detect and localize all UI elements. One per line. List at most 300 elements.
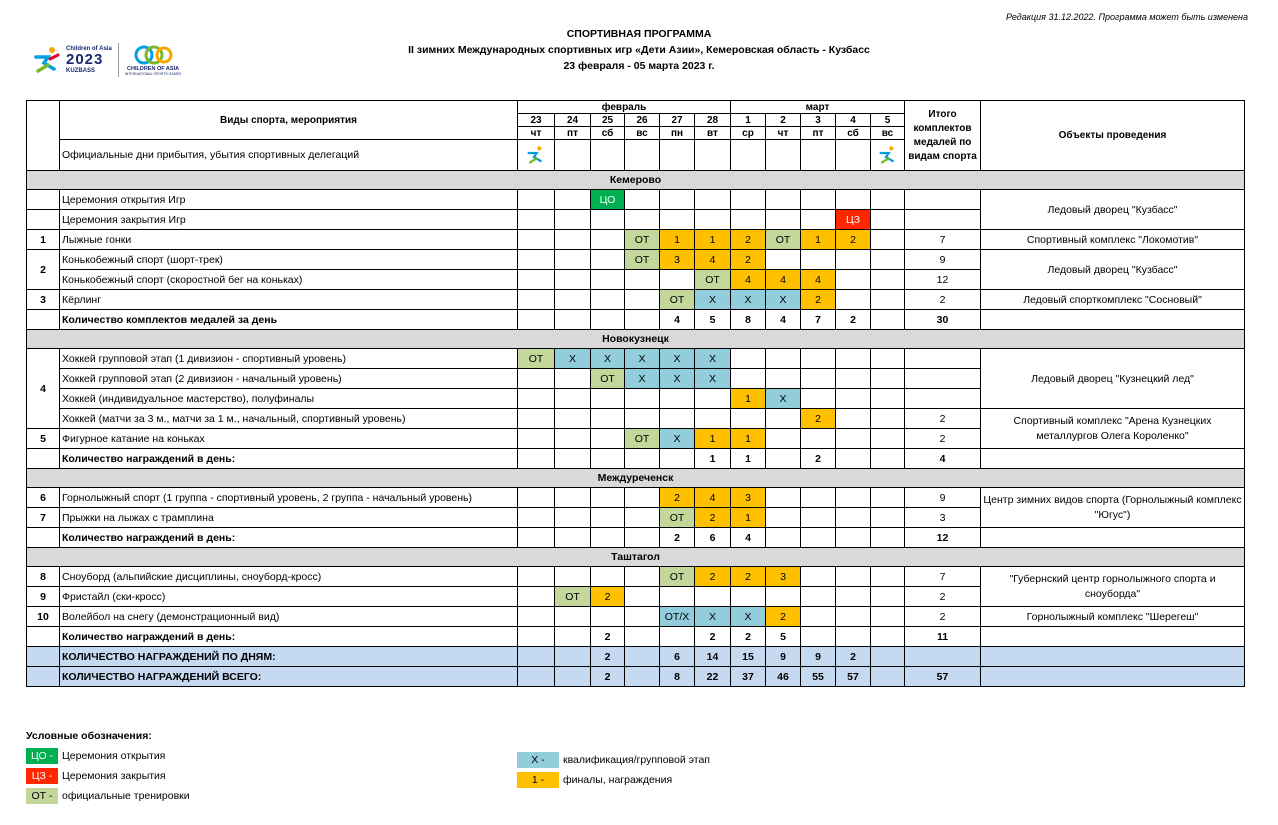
- row-num: 3: [27, 290, 60, 310]
- schedule-cell: 8: [660, 667, 695, 687]
- empty-cell: [801, 190, 836, 210]
- legend: [26, 730, 190, 806]
- schedule-cell: Х: [731, 607, 766, 627]
- row-by-day: КОЛИЧЕСТВО НАГРАЖДЕНИЙ ПО ДНЯМ:: [60, 647, 518, 667]
- empty-cell: [555, 290, 591, 310]
- row-num: 4: [27, 349, 60, 429]
- empty-cell: [871, 389, 905, 409]
- empty-cell: [801, 349, 836, 369]
- empty-cell: [981, 528, 1245, 548]
- section-kemerovo: Кемерово: [27, 171, 1245, 190]
- empty-cell: [981, 647, 1245, 667]
- schedule-cell: 57: [836, 667, 871, 687]
- schedule-cell: 46: [766, 667, 801, 687]
- empty-cell: [591, 488, 625, 508]
- venue-arena: Спортивный комплекс "Арена Кузнецких металлургов Олега Короленко": [981, 409, 1245, 449]
- schedule-cell: 4: [731, 528, 766, 548]
- day-8: 3: [801, 114, 836, 127]
- weekday-8: пт: [801, 127, 836, 140]
- schedule-cell: 7: [801, 310, 836, 330]
- empty-cell: [27, 449, 60, 469]
- schedule-cell: 2: [660, 488, 695, 508]
- title-line-1: СПОРТИВНАЯ ПРОГРАММА: [566, 28, 712, 40]
- empty-cell: [625, 488, 660, 508]
- empty-cell: [695, 389, 731, 409]
- empty-cell: [27, 210, 60, 230]
- total-header: Итого комплектов медалей по видам спорта: [905, 101, 981, 171]
- empty-cell: [766, 508, 801, 528]
- schedule-cell: 3: [731, 488, 766, 508]
- schedule-cell: 1: [731, 429, 766, 449]
- empty-cell: [660, 587, 695, 607]
- empty-cell: [660, 627, 695, 647]
- empty-cell: [625, 389, 660, 409]
- empty-cell: [518, 449, 555, 469]
- empty-cell: [518, 409, 555, 429]
- empty-cell: [871, 528, 905, 548]
- row-nk-total: Количество награждений в день:: [60, 449, 518, 469]
- empty-cell: [731, 210, 766, 230]
- empty-cell: [625, 528, 660, 548]
- schedule-cell: 1: [731, 389, 766, 409]
- schedule-cell: ОТ: [591, 369, 625, 389]
- schedule-cell: 2: [801, 449, 836, 469]
- venue-lokomotiv: Спортивный комплекс "Локомотив": [981, 230, 1245, 250]
- schedule-cell: Х: [660, 369, 695, 389]
- schedule-cell: 2: [731, 250, 766, 270]
- empty-cell: [625, 270, 660, 290]
- schedule-cell: 6: [660, 647, 695, 667]
- empty-cell: [766, 449, 801, 469]
- schedule-cell: 15: [731, 647, 766, 667]
- empty-cell: [555, 409, 591, 429]
- empty-cell: [766, 488, 801, 508]
- empty-cell: [981, 627, 1245, 647]
- empty-cell: [660, 449, 695, 469]
- schedule-cell: 4: [660, 310, 695, 330]
- schedule-cell: 6: [695, 528, 731, 548]
- empty-cell: [836, 389, 871, 409]
- empty-cell: [591, 250, 625, 270]
- weekday-7: чт: [766, 127, 801, 140]
- empty-cell: [766, 528, 801, 548]
- row-ski-race: Лыжные гонки: [60, 230, 518, 250]
- empty-cell: [836, 508, 871, 528]
- empty-cell: [871, 488, 905, 508]
- schedule-cell: 22: [695, 667, 731, 687]
- empty-cell: [766, 349, 801, 369]
- empty-cell: [871, 409, 905, 429]
- schedule-cell: 2: [695, 627, 731, 647]
- row-num: 9: [27, 587, 60, 607]
- schedule-cell: 30: [905, 310, 981, 330]
- empty-cell: [905, 369, 981, 389]
- row-jumping: Прыжки на лыжах с трамплина: [60, 508, 518, 528]
- schedule-cell: 2: [905, 409, 981, 429]
- empty-cell: [555, 567, 591, 587]
- schedule-cell: Х: [660, 349, 695, 369]
- schedule-cell: 2: [801, 409, 836, 429]
- weekday-0: чт: [518, 127, 555, 140]
- day-0: 23: [518, 114, 555, 127]
- schedule-cell: ОТ: [660, 567, 695, 587]
- row-num: 2: [27, 250, 60, 290]
- empty-cell: [801, 488, 836, 508]
- empty-cell: [555, 667, 591, 687]
- empty-cell: [660, 140, 695, 171]
- legend-cz-swatch: ЦЗ -: [26, 768, 58, 784]
- empty-cell: [518, 528, 555, 548]
- empty-cell: [731, 140, 766, 171]
- schedule-cell: 2: [905, 429, 981, 449]
- day-5: 28: [695, 114, 731, 127]
- schedule-cell: 7: [905, 230, 981, 250]
- empty-cell: [625, 567, 660, 587]
- schedule-cell: ОТ: [695, 270, 731, 290]
- schedule-cell: 4: [905, 449, 981, 469]
- row-hockey3: Хоккей (индивидуальное мастерство), полуфиналы: [60, 389, 518, 409]
- venue-kuzbass-2: Ледовый дворец "Кузбасс": [981, 250, 1245, 290]
- arrival-day-23: [518, 140, 555, 171]
- empty-cell: [555, 230, 591, 250]
- venues-header: Объекты проведения: [981, 101, 1245, 171]
- schedule-cell: ОТ/Х: [660, 607, 695, 627]
- empty-cell: [591, 449, 625, 469]
- schedule-cell: 2: [591, 667, 625, 687]
- empty-cell: [625, 310, 660, 330]
- empty-cell: [27, 190, 60, 210]
- empty-cell: [801, 627, 836, 647]
- empty-cell: [981, 310, 1245, 330]
- empty-cell: [695, 190, 731, 210]
- isg-logo-name: CHILDREN OF ASIA: [127, 66, 180, 72]
- empty-cell: [518, 587, 555, 607]
- empty-cell: [518, 429, 555, 449]
- legend-co: Церемония открытия: [62, 750, 166, 762]
- schedule-cell: ОТ: [625, 429, 660, 449]
- schedule-cell: 2: [905, 587, 981, 607]
- legend-co-swatch: ЦО -: [26, 748, 58, 764]
- empty-cell: [871, 210, 905, 230]
- schedule-cell: 2: [591, 647, 625, 667]
- empty-cell: [871, 508, 905, 528]
- empty-cell: [871, 270, 905, 290]
- schedule-cell: Х: [731, 290, 766, 310]
- schedule-cell: 2: [731, 567, 766, 587]
- empty-cell: [555, 607, 591, 627]
- row-figure: Фигурное катание на коньках: [60, 429, 518, 449]
- weekday-6: ср: [731, 127, 766, 140]
- empty-cell: [591, 508, 625, 528]
- schedule-cell: 2: [836, 310, 871, 330]
- empty-cell: [555, 190, 591, 210]
- row-short-track: Конькобежный спорт (шорт-трек): [60, 250, 518, 270]
- empty-cell: [27, 627, 60, 647]
- schedule-cell: Х: [625, 369, 660, 389]
- empty-cell: [695, 409, 731, 429]
- empty-cell: [836, 290, 871, 310]
- empty-cell: [625, 409, 660, 429]
- empty-cell: [625, 607, 660, 627]
- schedule-cell: 2: [591, 627, 625, 647]
- schedule-cell: 4: [695, 488, 731, 508]
- weekday-5: вт: [695, 127, 731, 140]
- empty-cell: [518, 647, 555, 667]
- schedule-cell: ОТ: [660, 508, 695, 528]
- empty-cell: [27, 667, 60, 687]
- empty-cell: [801, 140, 836, 171]
- schedule-cell: 1: [695, 230, 731, 250]
- schedule-cell: Х: [766, 389, 801, 409]
- schedule-cell: 1: [695, 429, 731, 449]
- row-opening: Церемония открытия Игр: [60, 190, 518, 210]
- empty-cell: [836, 528, 871, 548]
- row-hockey1: Хоккей групповой этап (1 дивизион - спортивный уровень): [60, 349, 518, 369]
- empty-cell: [836, 250, 871, 270]
- empty-cell: [766, 190, 801, 210]
- schedule-cell: 37: [731, 667, 766, 687]
- day-10: 5: [871, 114, 905, 127]
- row-speed-skating: Конькобежный спорт (скоростной бег на коньках): [60, 270, 518, 290]
- empty-cell: [871, 230, 905, 250]
- empty-cell: [871, 627, 905, 647]
- schedule-cell: 2: [591, 587, 625, 607]
- schedule-cell: 2: [731, 230, 766, 250]
- empty-cell: [801, 508, 836, 528]
- empty-cell: [905, 349, 981, 369]
- schedule-cell: 3: [766, 567, 801, 587]
- empty-cell: [801, 250, 836, 270]
- empty-cell: [518, 627, 555, 647]
- empty-cell: [695, 587, 731, 607]
- empty-cell: [591, 429, 625, 449]
- empty-cell: [591, 310, 625, 330]
- schedule-cell: Х: [555, 349, 591, 369]
- empty-cell: [625, 587, 660, 607]
- empty-cell: [905, 210, 981, 230]
- legend-ot-swatch: ОТ -: [26, 788, 58, 804]
- schedule-cell: 2: [695, 508, 731, 528]
- row-num: 1: [27, 230, 60, 250]
- legend-cz: Церемония закрытия: [62, 770, 166, 782]
- empty-cell: [871, 567, 905, 587]
- schedule-cell: 57: [905, 667, 981, 687]
- empty-cell: [836, 429, 871, 449]
- empty-cell: [591, 210, 625, 230]
- row-alpine: Горнолыжный спорт (1 группа - спортивный уровень, 2 группа - начальный уровень): [60, 488, 518, 508]
- empty-cell: [871, 349, 905, 369]
- schedule-cell: Х: [695, 369, 731, 389]
- venue-yugus: Центр зимних видов спорта (Горнолыжный комплекс "Югус"): [981, 488, 1245, 528]
- weekday-4: пн: [660, 127, 695, 140]
- empty-cell: [836, 140, 871, 171]
- empty-cell: [871, 190, 905, 210]
- schedule-cell: ОТ: [518, 349, 555, 369]
- row-num: 7: [27, 508, 60, 528]
- schedule-cell: ОТ: [555, 587, 591, 607]
- row-kem-total: Количество комплектов медалей за день: [60, 310, 518, 330]
- schedule-cell: Х: [625, 349, 660, 369]
- empty-cell: [660, 389, 695, 409]
- empty-cell: [871, 290, 905, 310]
- month-mar: март: [731, 101, 905, 114]
- day-1: 24: [555, 114, 591, 127]
- empty-cell: [518, 230, 555, 250]
- empty-cell: [871, 587, 905, 607]
- empty-cell: [555, 210, 591, 230]
- legend-x-swatch: Х -: [517, 752, 559, 768]
- schedule-cell: 2: [905, 607, 981, 627]
- empty-cell: [555, 270, 591, 290]
- row-num: 6: [27, 488, 60, 508]
- row-overall: КОЛИЧЕСТВО НАГРАЖДЕНИЙ ВСЕГО:: [60, 667, 518, 687]
- row-volleyball: Волейбол на снегу (демонстрационный вид): [60, 607, 518, 627]
- skier-icon: [526, 145, 546, 165]
- empty-cell: [591, 607, 625, 627]
- empty-cell: [555, 449, 591, 469]
- empty-cell: [555, 627, 591, 647]
- schedule-cell: ОТ: [625, 230, 660, 250]
- empty-cell: [836, 369, 871, 389]
- legend-title: Условные обозначения:: [26, 730, 152, 742]
- day-7: 2: [766, 114, 801, 127]
- schedule-cell: 9: [801, 647, 836, 667]
- empty-cell: [766, 250, 801, 270]
- empty-cell: [518, 508, 555, 528]
- row-hockey4: Хоккей (матчи за 3 м., матчи за 1 м., начальный, спортивный уровень): [60, 409, 518, 429]
- empty-cell: [836, 449, 871, 469]
- empty-cell: [836, 270, 871, 290]
- empty-cell: [801, 587, 836, 607]
- empty-cell: [695, 140, 731, 171]
- empty-cell: [871, 250, 905, 270]
- title-line-3: 23 февраля - 05 марта 2023 г.: [563, 60, 715, 72]
- empty-cell: [518, 250, 555, 270]
- weekday-10: вс: [871, 127, 905, 140]
- empty-cell: [625, 210, 660, 230]
- schedule-cell: 4: [731, 270, 766, 290]
- legend-f-swatch: 1 -: [517, 772, 559, 788]
- empty-cell: [731, 190, 766, 210]
- row-num: 5: [27, 429, 60, 449]
- empty-cell: [555, 389, 591, 409]
- empty-cell: [625, 667, 660, 687]
- schedule-cell: 2: [731, 627, 766, 647]
- day-4: 27: [660, 114, 695, 127]
- empty-cell: [871, 449, 905, 469]
- venue-gubern: "Губернский центр горнолыжного спорта и сноуборда": [981, 567, 1245, 607]
- empty-cell: [695, 210, 731, 230]
- empty-cell: [731, 409, 766, 429]
- schedule-cell: 1: [731, 508, 766, 528]
- schedule-cell: 2: [660, 528, 695, 548]
- empty-cell: [731, 587, 766, 607]
- empty-cell: [766, 409, 801, 429]
- schedule-cell: 1: [731, 449, 766, 469]
- empty-cell: [591, 528, 625, 548]
- schedule-cell: ОТ: [660, 290, 695, 310]
- skier-icon: [878, 145, 898, 165]
- empty-cell: [871, 310, 905, 330]
- schedule-cell: ОТ: [625, 250, 660, 270]
- empty-cell: [518, 488, 555, 508]
- row-snowboard: Сноуборд (альпийские дисциплины, сноуборд-кросс): [60, 567, 518, 587]
- cell-cz: ЦЗ: [836, 210, 871, 230]
- empty-cell: [836, 627, 871, 647]
- empty-cell: [766, 587, 801, 607]
- schedule-cell: 55: [801, 667, 836, 687]
- row-hockey2: Хоккей групповой этап (2 дивизион - начальный уровень): [60, 369, 518, 389]
- schedule-cell: Х: [695, 349, 731, 369]
- empty-cell: [871, 647, 905, 667]
- empty-cell: [871, 369, 905, 389]
- schedule-cell: 8: [731, 310, 766, 330]
- weekday-3: вс: [625, 127, 660, 140]
- row-curling: Кёрлинг: [60, 290, 518, 310]
- schedule-cell: 9: [905, 250, 981, 270]
- day-3: 26: [625, 114, 660, 127]
- sports-header: Виды спорта, мероприятия: [60, 101, 518, 140]
- empty-cell: [555, 250, 591, 270]
- empty-cell: [555, 310, 591, 330]
- empty-cell: [591, 270, 625, 290]
- empty-cell: [518, 210, 555, 230]
- empty-cell: [591, 567, 625, 587]
- empty-cell: [766, 140, 801, 171]
- page-title: [0, 26, 1278, 74]
- schedule-cell: 3: [660, 250, 695, 270]
- schedule-cell: 4: [766, 310, 801, 330]
- schedule-cell: 2: [905, 290, 981, 310]
- schedule-cell: 4: [766, 270, 801, 290]
- schedule-cell: 14: [695, 647, 731, 667]
- empty-cell: [27, 528, 60, 548]
- empty-cell: [836, 409, 871, 429]
- row-num: 10: [27, 607, 60, 627]
- schedule-cell: 2: [836, 230, 871, 250]
- empty-cell: [836, 567, 871, 587]
- row-num: 8: [27, 567, 60, 587]
- empty-cell: [836, 607, 871, 627]
- schedule-cell: 9: [905, 488, 981, 508]
- title-line-2: II зимних Международных спортивных игр «Дети Азии», Кемеровская область - Кузбасс: [408, 44, 870, 56]
- schedule-cell: 2: [801, 290, 836, 310]
- schedule-cell: 5: [766, 627, 801, 647]
- venue-kuznetsk: Ледовый дворец "Кузнецкий лед": [981, 349, 1245, 409]
- schedule-cell: 1: [660, 230, 695, 250]
- day-6: 1: [731, 114, 766, 127]
- schedule-cell: 2: [695, 567, 731, 587]
- schedule-cell: 7: [905, 567, 981, 587]
- schedule-cell: Х: [695, 607, 731, 627]
- empty-cell: [591, 409, 625, 429]
- empty-cell: [836, 190, 871, 210]
- section-mezhdurechensk: Междуреченск: [27, 469, 1245, 488]
- empty-cell: [660, 270, 695, 290]
- empty-cell: [625, 190, 660, 210]
- legend-f: финалы, награждения: [563, 774, 673, 786]
- month-feb: февраль: [518, 101, 731, 114]
- cell-co: ЦО: [591, 190, 625, 210]
- row-closing: Церемония закрытия Игр: [60, 210, 518, 230]
- empty-cell: [731, 349, 766, 369]
- schedule-cell: 5: [695, 310, 731, 330]
- empty-cell: [518, 310, 555, 330]
- empty-cell: [801, 429, 836, 449]
- empty-cell: [591, 290, 625, 310]
- empty-cell: [905, 389, 981, 409]
- empty-cell: [518, 369, 555, 389]
